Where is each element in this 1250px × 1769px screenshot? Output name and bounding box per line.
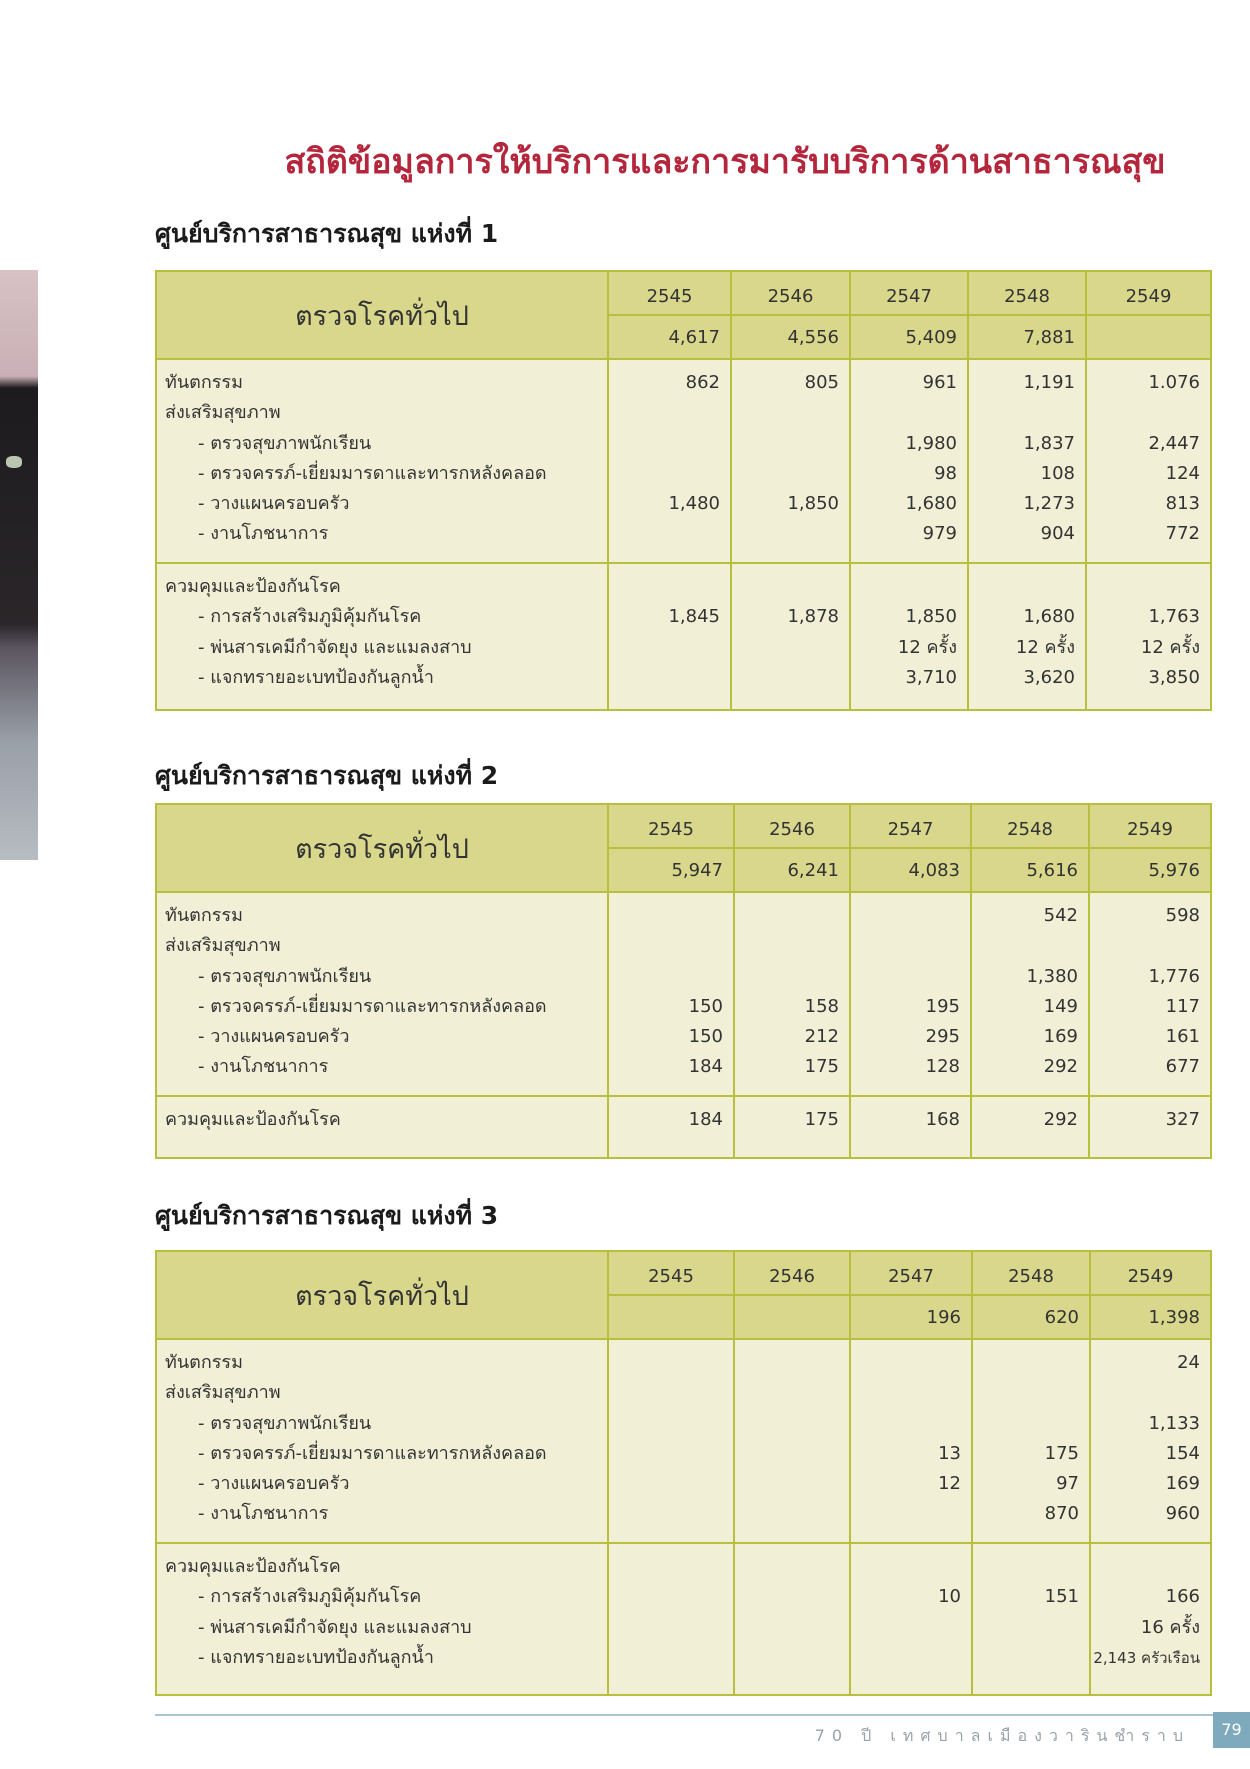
value-cell: 813: [1165, 493, 1200, 515]
value-cell: 161: [1165, 1026, 1200, 1048]
row-labels: [156, 1339, 608, 1543]
year-values: [971, 1096, 1089, 1158]
value-cell: 184: [688, 1056, 723, 1078]
value-cell: 166: [1165, 1586, 1200, 1608]
year-values: [968, 563, 1086, 710]
year-header: 2547: [850, 271, 968, 315]
sub-item-label: - งานโภชนาการ: [198, 1503, 329, 1525]
value-cell: [609, 1499, 723, 1529]
year-values: [734, 1339, 850, 1543]
value-cell: 1,980: [905, 432, 957, 454]
value-cell: [609, 962, 723, 992]
year-header: 2549: [1089, 804, 1211, 848]
year-values: [968, 359, 1086, 563]
value-cell: 292: [1043, 1056, 1078, 1078]
value-cell: [973, 1552, 1079, 1582]
sub-item-label: - การสร้างเสริมภูมิคุ้มกันโรค: [198, 1586, 422, 1608]
value-cell: [609, 1378, 723, 1408]
year-header: 2548: [968, 271, 1086, 315]
year-values: [850, 1543, 972, 1695]
category-label: ทันตกรรม: [165, 372, 243, 393]
year-total: 4,083: [850, 848, 971, 892]
year-values: [850, 359, 968, 563]
footer-text: 70 ปี เทศบาลเมืองวารินชำราบ: [814, 1726, 1190, 1745]
value-cell: [969, 398, 1075, 428]
value-cell: [1091, 1378, 1200, 1408]
value-cell: [609, 429, 720, 459]
year-header: 2549: [1090, 1251, 1211, 1295]
value-cell: 1,191: [1023, 372, 1075, 393]
section-title-1: ศูนย์บริการสาธารณสุข แห่งที่ 1: [155, 219, 499, 248]
row-labels: [156, 359, 608, 563]
value-cell: 10: [938, 1586, 961, 1608]
value-cell: 98: [934, 462, 957, 484]
year-total: [1086, 315, 1211, 359]
value-cell: [609, 398, 720, 428]
value-cell: [735, 1643, 839, 1673]
year-header: 2545: [608, 1251, 734, 1295]
value-cell: [735, 1378, 839, 1408]
group-row: [156, 892, 1211, 1096]
value-cell: 158: [804, 995, 839, 1017]
value-cell: 195: [925, 995, 960, 1017]
value-cell: [851, 1378, 961, 1408]
value-cell: 154: [1165, 1442, 1200, 1464]
value-cell: 295: [925, 1026, 960, 1048]
value-cell: [609, 519, 720, 549]
value-cell: [851, 1499, 961, 1529]
table-header-label: ตรวจโรคทั่วไป: [156, 804, 608, 892]
value-cell: [851, 1348, 961, 1378]
value-cell: [972, 931, 1078, 961]
value-cell: 169: [1043, 1026, 1078, 1048]
group-row: [156, 1096, 1211, 1158]
value-cell: [1091, 1552, 1200, 1582]
year-values: [1086, 359, 1211, 563]
page-number: 79: [1213, 1712, 1250, 1748]
stats-table-2: [155, 803, 1212, 1159]
value-cell: 117: [1165, 995, 1200, 1017]
footer-divider: [155, 1714, 1215, 1716]
sub-item-label: - ตรวจครรภ์-เยี่ยมมารดาและทารกหลังคลอด: [198, 462, 547, 484]
value-cell: [735, 931, 839, 961]
year-header: 2547: [850, 804, 971, 848]
value-cell: 128: [925, 1056, 960, 1078]
value-cell: 3,850: [1148, 666, 1200, 688]
value-cell: [609, 1552, 723, 1582]
row-labels: [156, 563, 608, 710]
value-cell: 862: [685, 372, 720, 393]
sub-item-label: - แจกทรายอะเบทป้องกันลูกน้ำ: [198, 1646, 434, 1668]
year-values: [850, 1096, 971, 1158]
value-cell: 13: [938, 1442, 961, 1464]
value-cell: 1,133: [1148, 1412, 1200, 1434]
year-total: 7,881: [968, 315, 1086, 359]
year-values: [1089, 1096, 1211, 1158]
side-photo: [0, 270, 38, 860]
value-cell: [851, 1409, 961, 1439]
year-header: 2546: [731, 271, 850, 315]
year-header: 2545: [608, 804, 734, 848]
value-cell: 149: [1043, 995, 1078, 1017]
group-row: [156, 563, 1211, 710]
value-cell: [851, 1613, 961, 1643]
group-row: [156, 1543, 1211, 1695]
section-title-3: ศูนย์บริการสาธารณสุข แห่งที่ 3: [155, 1201, 499, 1230]
year-total: [608, 1295, 734, 1339]
value-cell: 97: [1056, 1473, 1079, 1495]
value-cell: 150: [688, 1026, 723, 1048]
year-values: [734, 892, 850, 1096]
value-cell: 175: [804, 1056, 839, 1078]
row-labels: [156, 892, 608, 1096]
value-cell: [732, 663, 839, 693]
sub-item-label: - พ่นสารเคมีกำจัดยุง และแมลงสาบ: [198, 636, 472, 658]
value-cell: [973, 1378, 1079, 1408]
value-cell: 3,710: [905, 666, 957, 688]
value-cell: [609, 572, 720, 602]
sub-item-label: - ตรวจสุขภาพนักเรียน: [198, 965, 372, 987]
year-total: 5,976: [1089, 848, 1211, 892]
value-cell: 1,680: [1023, 606, 1075, 628]
value-cell: [1087, 572, 1200, 602]
value-cell: [735, 1582, 839, 1612]
value-cell: [732, 519, 839, 549]
year-header: 2547: [850, 1251, 972, 1295]
value-cell: 24: [1177, 1352, 1200, 1373]
value-cell: [735, 1469, 839, 1499]
value-cell: [851, 931, 960, 961]
value-cell: 1,480: [668, 493, 720, 515]
stats-table-3: [155, 1250, 1212, 1696]
value-cell: [973, 1348, 1079, 1378]
year-values: [731, 359, 850, 563]
year-header: 2545: [608, 271, 731, 315]
value-cell: 961: [922, 372, 957, 393]
category-label: ส่งเสริมสุขภาพ: [165, 1382, 281, 1404]
value-cell: 772: [1165, 523, 1200, 545]
year-values: [972, 1543, 1090, 1695]
year-values: [608, 1096, 734, 1158]
year-values: [971, 892, 1089, 1096]
value-cell: 184: [688, 1109, 723, 1130]
value-cell: [1087, 398, 1200, 428]
year-values: [608, 563, 731, 710]
value-cell: [735, 1499, 839, 1529]
value-cell: 151: [1044, 1586, 1079, 1608]
year-values: [731, 563, 850, 710]
value-cell: 12 ครั้ง: [897, 636, 957, 658]
sub-item-label: - วางแผนครอบครัว: [198, 1026, 350, 1048]
value-cell: 327: [1165, 1109, 1200, 1130]
value-cell: 1,850: [905, 606, 957, 628]
value-cell: 979: [922, 523, 957, 545]
value-cell: 168: [925, 1109, 960, 1130]
year-total: 196: [850, 1295, 972, 1339]
category-label: ควมคุมและป้องกันโรค: [165, 1556, 341, 1577]
sub-item-label: - งานโภชนาการ: [198, 523, 329, 545]
sub-item-label: - วางแผนครอบครัว: [198, 1473, 350, 1495]
sub-item-label: - แจกทรายอะเบทป้องกันลูกน้ำ: [198, 666, 434, 688]
group-row: [156, 359, 1211, 563]
value-cell: [735, 1348, 839, 1378]
value-cell: [735, 1552, 839, 1582]
value-cell: 1,776: [1148, 965, 1200, 987]
year-total: 5,947: [608, 848, 734, 892]
year-total: 620: [972, 1295, 1090, 1339]
value-cell: 124: [1165, 462, 1200, 484]
value-cell: [609, 663, 720, 693]
year-values: [608, 1543, 734, 1695]
year-values: [972, 1339, 1090, 1543]
value-cell: 12: [938, 1473, 961, 1495]
value-cell: [609, 1643, 723, 1673]
year-header: 2549: [1086, 271, 1211, 315]
year-values: [1086, 563, 1211, 710]
value-cell: [609, 931, 723, 961]
year-total: 5,409: [850, 315, 968, 359]
year-total: 5,616: [971, 848, 1089, 892]
group-row: [156, 1339, 1211, 1543]
value-cell: 1.076: [1148, 372, 1200, 393]
value-cell: [851, 962, 960, 992]
category-label: ควมคุมและป้องกันโรค: [165, 1109, 341, 1130]
value-cell: [609, 1439, 723, 1469]
value-cell: 175: [1044, 1442, 1079, 1464]
year-total: 6,241: [734, 848, 850, 892]
category-label: ทันตกรรม: [165, 905, 243, 926]
value-cell: [732, 398, 839, 428]
value-cell: 1,850: [787, 493, 839, 515]
year-values: [608, 359, 731, 563]
value-cell: 598: [1165, 905, 1200, 926]
value-cell: [735, 1409, 839, 1439]
value-cell: [732, 429, 839, 459]
value-cell: 805: [804, 372, 839, 393]
row-labels: [156, 1096, 608, 1158]
value-cell: [973, 1613, 1079, 1643]
value-cell: [969, 572, 1075, 602]
value-cell: 2,447: [1148, 432, 1200, 454]
value-cell: [851, 1643, 961, 1673]
year-values: [850, 892, 971, 1096]
value-cell: [735, 901, 839, 931]
value-cell: [609, 459, 720, 489]
value-cell: [609, 1582, 723, 1612]
value-cell: [735, 962, 839, 992]
value-cell: [735, 1439, 839, 1469]
value-cell: 2,143 ครัวเรือน: [1093, 1648, 1200, 1667]
value-cell: [609, 633, 720, 663]
section-title-2: ศูนย์บริการสาธารณสุข แห่งที่ 2: [155, 761, 499, 790]
value-cell: 3,620: [1023, 666, 1075, 688]
value-cell: 12 ครั้ง: [1140, 636, 1200, 658]
value-cell: 12 ครั้ง: [1015, 636, 1075, 658]
value-cell: [609, 1348, 723, 1378]
sub-item-label: - ตรวจครรภ์-เยี่ยมมารดาและทารกหลังคลอด: [198, 1442, 547, 1464]
page-title: สถิติข้อมูลการให้บริการและการมารับบริการด้านสาธารณสุข: [284, 142, 1166, 182]
year-values: [1089, 892, 1211, 1096]
category-label: ส่งเสริมสุขภาพ: [165, 935, 281, 957]
table-header-label: ตรวจโรคทั่วไป: [156, 271, 608, 359]
photo-detail: [6, 456, 22, 468]
year-total: 4,556: [731, 315, 850, 359]
year-total: 4,617: [608, 315, 731, 359]
year-header: 2546: [734, 1251, 850, 1295]
value-cell: 1,380: [1026, 965, 1078, 987]
row-labels: [156, 1543, 608, 1695]
year-values: [608, 892, 734, 1096]
sub-item-label: - ตรวจสุขภาพนักเรียน: [198, 432, 372, 454]
value-cell: 904: [1040, 523, 1075, 545]
sub-item-label: - วางแผนครอบครัว: [198, 493, 350, 515]
sub-item-label: - งานโภชนาการ: [198, 1056, 329, 1078]
value-cell: [851, 398, 957, 428]
value-cell: 212: [804, 1026, 839, 1048]
value-cell: 16 ครั้ง: [1140, 1616, 1200, 1638]
value-cell: [735, 1613, 839, 1643]
value-cell: 150: [688, 995, 723, 1017]
year-values: [608, 1339, 734, 1543]
value-cell: [732, 633, 839, 663]
year-header: 2548: [971, 804, 1089, 848]
value-cell: [851, 572, 957, 602]
year-values: [734, 1096, 850, 1158]
value-cell: [609, 1409, 723, 1439]
category-label: ทันตกรรม: [165, 1352, 243, 1373]
value-cell: 175: [804, 1109, 839, 1130]
value-cell: 108: [1040, 462, 1075, 484]
value-cell: 870: [1044, 1503, 1079, 1525]
year-values: [1090, 1543, 1211, 1695]
value-cell: [1090, 931, 1200, 961]
year-values: [734, 1543, 850, 1695]
value-cell: [973, 1643, 1079, 1673]
value-cell: 1,680: [905, 493, 957, 515]
category-label: ส่งเสริมสุขภาพ: [165, 402, 281, 424]
year-total: [734, 1295, 850, 1339]
value-cell: [609, 1613, 723, 1643]
sub-item-label: - ตรวจครรภ์-เยี่ยมมารดาและทารกหลังคลอด: [198, 995, 547, 1017]
value-cell: 542: [1043, 905, 1078, 926]
year-header: 2546: [734, 804, 850, 848]
table-header-label: ตรวจโรคทั่วไป: [156, 1251, 608, 1339]
value-cell: [851, 1552, 961, 1582]
year-values: [850, 1339, 972, 1543]
value-cell: [973, 1409, 1079, 1439]
value-cell: [732, 459, 839, 489]
year-total: 1,398: [1090, 1295, 1211, 1339]
value-cell: 1,878: [787, 606, 839, 628]
value-cell: 1,837: [1023, 432, 1075, 454]
sub-item-label: - พ่นสารเคมีกำจัดยุง และแมลงสาบ: [198, 1616, 472, 1638]
value-cell: 169: [1165, 1473, 1200, 1495]
value-cell: [609, 1469, 723, 1499]
value-cell: 292: [1043, 1109, 1078, 1130]
value-cell: [732, 572, 839, 602]
value-cell: 1,273: [1023, 493, 1075, 515]
value-cell: [851, 901, 960, 931]
value-cell: 677: [1165, 1056, 1200, 1078]
value-cell: 1,763: [1148, 606, 1200, 628]
stats-table-1: [155, 270, 1212, 711]
sub-item-label: - ตรวจสุขภาพนักเรียน: [198, 1412, 372, 1434]
year-header: 2548: [972, 1251, 1090, 1295]
category-label: ควมคุมและป้องกันโรค: [165, 576, 341, 597]
value-cell: 1,845: [668, 606, 720, 628]
year-values: [1090, 1339, 1211, 1543]
year-values: [850, 563, 968, 710]
value-cell: 960: [1165, 1503, 1200, 1525]
sub-item-label: - การสร้างเสริมภูมิคุ้มกันโรค: [198, 606, 422, 628]
value-cell: [609, 901, 723, 931]
